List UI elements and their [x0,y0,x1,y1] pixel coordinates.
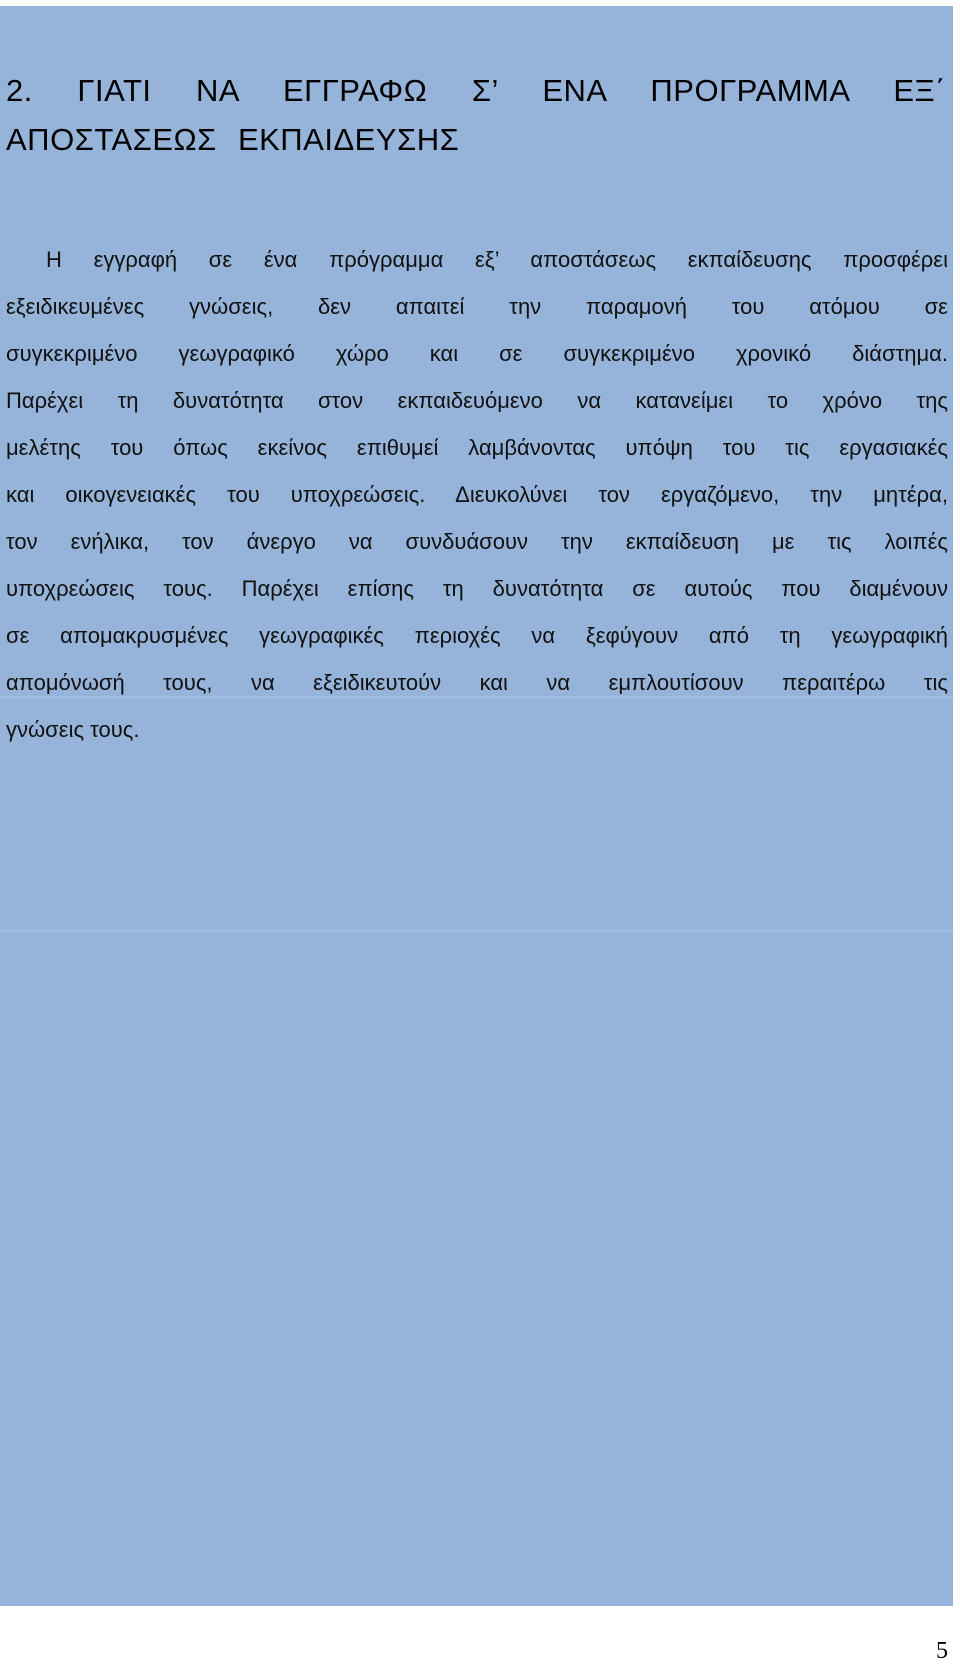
paragraph-line: Παρέχει τη δυνατότητα στον εκπαιδευόμενο να κατανείμει το χρόνο της [6,388,948,413]
paragraph-line: τον ενήλικα, τον άνεργο να συνδυάσουν την εκπαίδευση με τις λοιπές [6,529,948,554]
paragraph-line: συγκεκριμένο γεωγραφικό χώρο και σε συγκεκριμένο χρονικό διάστημα. [6,341,948,366]
section-heading-line-2: ΑΠΟΣΤΑΣΕΩΣ ΕΚΠΑΙΔΕΥΣΗΣ [6,122,460,157]
scan-band [0,930,953,932]
body-paragraph [6,236,948,753]
paragraph-line: μελέτης του όπως εκείνος επιθυμεί λαμβάνοντας υπόψη του τις εργασιακές [6,435,948,460]
paragraph-line: εξειδικευμένες γνώσεις, δεν απαιτεί την παραμονή του ατόμου σε [6,294,948,319]
page-number: 5 [936,1638,948,1664]
paragraph-line: υποχρεώσεις τους. Παρέχει επίσης τη δυνατότητα σε αυτούς που διαμένουν [6,576,948,601]
paragraph-line: γνώσεις τους. [6,717,140,742]
section-heading-line-1: 2. ΓΙΑΤΙ ΝΑ ΕΓΓΡΑΦΩ Σ’ ΕΝΑ ΠΡΟΓΡΑΜΜΑ ΕΞ΄ [6,73,946,108]
paragraph-line: και οικογενειακές του υποχρεώσεις. Διευκολύνει τον εργαζόμενο, την μητέρα, [6,482,948,507]
paragraph-line: σε απομακρυσμένες γεωγραφικές περιοχές να ξεφύγουν από τη γεωγραφική [6,623,948,648]
paragraph-line: απομόνωσή τους, να εξειδικευτούν και να εμπλουτίσουν περαιτέρω τις [6,670,948,695]
section-heading [6,66,946,164]
paragraph-line: Η εγγραφή σε ένα πρόγραμμα εξ’ αποστάσεως εκπαίδευσης προσφέρει [46,247,948,272]
